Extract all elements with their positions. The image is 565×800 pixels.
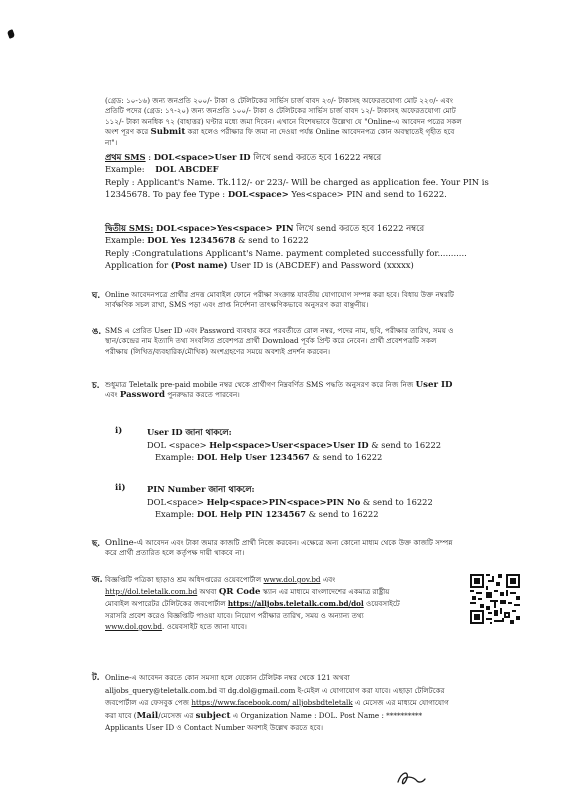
item-ja-line-3-post: ওয়েবসাইটে (366, 599, 400, 608)
item-uma-text (105, 326, 545, 357)
cmd-pre: DOL<space> (147, 496, 204, 507)
recover-pin-block (147, 483, 477, 521)
first-sms-instruction: লিখে send করতে হবে 16222 নম্বরে (253, 152, 382, 162)
margin-ink-mark (7, 29, 15, 39)
fee-line-5: না"। (105, 137, 118, 147)
line-4-pre: করা যাবে ( (105, 710, 137, 720)
second-sms-example (105, 234, 545, 246)
fee-line-4-post: করা হলেও পরীক্ষার ফি জমা না দেওয়া পর্যন্ত Online আবেদনপত্র কোন অবস্থাতেই গৃহীত হবে (187, 127, 455, 137)
item-ja-line-2-mid: অথবা (199, 586, 217, 596)
fee-line-4-pre: অংশ পূরণ করে (105, 127, 149, 137)
dol-website-link-2[interactable]: www.dol.gov.bd (105, 622, 163, 631)
second-sms-line (105, 222, 545, 234)
example-value: DOL Yes 12345678 (147, 235, 236, 246)
recover-userid-title: User ID জানা থাকলে: (147, 427, 232, 437)
item-ta-line-3-pre: জবপোর্টাল এর ফেসবুক পেজ (105, 698, 190, 707)
first-sms-label: প্রথম SMS (105, 152, 146, 162)
first-sms-line: প্রথম SMS : DOL<space>User ID লিখে send করতে হবে 16222 নম্বরে (105, 152, 382, 162)
second-sms-command: DOL<space>Yes<space> PIN (156, 223, 294, 233)
item-ta-line-2 (105, 685, 545, 698)
example-label: Example: (105, 164, 145, 175)
example-post: & send to 16222 (308, 509, 379, 519)
subject-word: subject (195, 710, 231, 721)
recover-pin-command (147, 496, 477, 509)
cmd-pre: DOL <space> (147, 439, 207, 450)
recover-pin-title: PIN Number জানা থাকলে: (147, 484, 255, 494)
item-cha-line-2 (105, 390, 545, 400)
item-cha-line-2-pre: এবং (105, 390, 118, 400)
item-ta-line-4 (105, 710, 545, 723)
item-ja-line-5-post: . ওয়েবসাইট হতে জানা যাবে। (162, 622, 247, 631)
item-ja-line-2 (105, 586, 465, 599)
contact-emails[interactable]: alljobs_query@teletalk.com.bd বা dg.dol@gmail.com (105, 685, 296, 695)
second-sms-label: দ্বিতীয় SMS: (105, 223, 154, 233)
first-sms-reply-2 (105, 188, 545, 200)
item-gha-text (105, 290, 545, 311)
mail-word: Mail (136, 710, 159, 721)
item-marker-cha: চ. (92, 381, 100, 391)
reply-2-post: Yes<space> PIN and send to 16222. (291, 188, 447, 199)
item-uma-line-1: SMS এ প্রেরিত User ID এবং Password ব্যবহার করে পরবর্তীতে রোল নম্বর, পদের নাম, ছবি, পরীক্ষার তারিখ, সময় ও (105, 326, 454, 335)
first-sms-reply-1: Reply : Applicant's Name. Tk.112/- or 223/- Will be charged as application fee. Your PIN is (105, 176, 489, 187)
fee-paragraph (105, 96, 545, 148)
item-uma-line-3: পরীক্ষায় (লিখিত/ব্যবহারিক/মৌখিক) অংশগ্রহণের সময়ে অবশ্যই প্রদর্শন করবেন। (105, 346, 331, 356)
qr-code-icon[interactable] (470, 574, 520, 624)
item-chha-line-1-text: আবেদন এবং টাকা জমার কাজটি প্রার্থী নিজে করবেন। এক্ষেত্রে অন্য কোনো মাধ্যম থেকে উক্ত কাজটি সম্পন্ন (145, 538, 453, 547)
item-ja-line-2-post: স্ক্যান এর মাধ্যমে বাংলাদেশের একমাত্র রাষ্ট্রীয় (262, 586, 390, 596)
first-sms-command: DOL<space>User ID (153, 152, 251, 162)
first-sms-example (105, 163, 545, 175)
fee-line-1: (গ্রেড: ১০-১৬) জন্য জনপ্রতি ২০০/- টাকা ও টেলিটকের সার্ভিস চার্জ বাবদ ২৩/- টাকাসহ অফেরতযোগ্য মোট ২২৩/- এবং (105, 96, 453, 105)
item-marker-gha: ঘ. (92, 291, 101, 301)
example-label: Example: (155, 452, 195, 462)
example-post: & send to 16222 (312, 452, 383, 462)
second-sms-reply-2 (105, 259, 545, 271)
item-cha-text (105, 380, 545, 401)
reply-2-command: DOL<space> (227, 188, 289, 199)
item-cha-line-2-post: পুনরুদ্ধার করতে পারবেন। (167, 390, 240, 400)
alljobs-link[interactable]: https://alljobs.teletalk.com.bd/dol (227, 599, 364, 608)
second-sms-instruction: লিখে send করতে হবে 16222 নম্বরে (296, 223, 425, 233)
recover-userid-command (147, 439, 477, 452)
second-sms-reply-1: Reply :Congratulations Applicant's Name. payment completed successfully for........... (105, 247, 467, 258)
item-ja-line-5 (105, 621, 465, 633)
fee-line-3: ১১২/- টাকা অনধিক ৭২ (বাহাত্তর) ঘণ্টার মধ্যে জমা দিবেন। এখানে বিশেষভাবে উল্লেখ্য যে "Online-এ আবেদন পত্রের সকল (105, 116, 462, 126)
password-word: Password (119, 390, 166, 401)
example-value: DOL Help User 1234567 (196, 452, 310, 462)
item-ja-line-1 (105, 574, 465, 586)
cmd-post: & send to 16222 (371, 439, 442, 450)
example-label: Example: (155, 509, 195, 519)
item-marker-ja: জ. (92, 575, 103, 585)
reply-2-end: User ID is (ABCDEF) and Password (xxxxx) (230, 259, 414, 270)
item-ta-text (105, 672, 545, 735)
sub-marker-ii: ii) (115, 483, 126, 493)
item-chha-line-1 (105, 538, 545, 548)
item-gha-line-1: Online আবেদনপত্রে প্রার্থীর প্রদত্ত মোবাইল ফোনে পরীক্ষা সংক্রান্ত যাবতীয় যোগাযোগ সম্পন্ন করা হবে। বিধায় উক্ত নম্বরটি (105, 290, 454, 299)
reply-2-pre: Application for (105, 259, 169, 270)
cmd-bold: Help<space>PIN<space>PIN No (206, 496, 361, 507)
facebook-link[interactable]: https://www.facebook.com/ alljobsbdteletalk (191, 698, 353, 707)
recover-userid-block (147, 426, 477, 464)
item-chha-line-2: করে প্রার্থী প্রতারিত হলে কর্তৃপক্ষ দায়ী থাকবে না। (105, 548, 245, 558)
cmd-bold: Help<space>User<space>User ID (209, 439, 369, 450)
qr-code-word: QR Code (218, 586, 261, 597)
item-ta-line-2-post: ই-মেইল এ যোগাযোগ করা যাবে। এছাড়া টেলিটকের (297, 685, 445, 695)
first-sms-section (105, 151, 545, 200)
item-cha-line-1 (105, 380, 545, 390)
fee-line-4 (105, 127, 545, 137)
post-name: (Post name) (170, 259, 228, 270)
item-ja-line-4: সরাসরি প্রবেশ করেও বিজ্ঞপ্তিটি পাওয়া যাবে। নিয়োগ পরীক্ষার তারিখ, সময় ও অন্যান্য তথ্য (105, 610, 364, 620)
item-ja-line-1-text: বিজ্ঞপ্তিটি পত্রিকা ছাড়াও শ্রম অধিদপ্তরের ওয়েবপোর্টাল (105, 575, 262, 584)
reply-2-pre: 12345678. To pay fee Type : (105, 188, 226, 199)
cmd-post: & send to 16222 (362, 496, 433, 507)
item-gha-line-2: সার্বক্ষণিক সচল রাখা, SMS পড়া এবং প্রাপ্ত নির্দেশনা তাৎক্ষণিকভাবে অনুসরণ করা বাঞ্ছনীয়। (105, 300, 369, 310)
fee-line-2: প্রতিটি পদের (গ্রেড: ১৭-২০) জন্য জনপ্রতি ১০০/- টাকা ও টেলিটকের সার্ভিস চার্জ বাবদ ১২/- টাকাসহ অফেরতযোগ্য মোট (105, 106, 456, 116)
online-word: Online-এ (105, 538, 144, 548)
user-id-word: User ID (415, 380, 453, 390)
item-uma-line-2: স্থান/কেন্দ্রের নাম ইত্যাদি তথ্য সংবলিত প্রবেশপত্র প্রার্থী Download পূর্বক প্রিন্ট করে নেবেন। প্রার্থী প্রবেশপত্রটি সকল (105, 336, 437, 346)
sub-marker-i: i) (115, 426, 123, 436)
example-label: Example: (105, 235, 145, 246)
submit-word: Submit (150, 127, 186, 138)
item-marker-chha: ছ. (92, 539, 101, 549)
line-4-mid: /মেসেজ এর (158, 710, 194, 720)
dol-website-link[interactable]: www.dol.gov.bd (263, 575, 321, 584)
item-ta-line-1: Online-এ আবেদন করতে কোন সমস্যা হলে যেকোন টেলিটক নম্বর থেকে 121 অথবা (105, 673, 350, 682)
second-sms-section (105, 222, 545, 271)
example-post: & send to 16222 (238, 235, 309, 246)
item-ta-line-3-post: এ মেসেজ এর মাধ্যমে যোগাযোগ (354, 698, 449, 707)
item-ta-line-5: Applicants User ID ও Contact Number অবশ্যই উল্লেখ করতে হবে। (105, 723, 324, 732)
item-ta-line-3 (105, 697, 545, 710)
recover-userid-example (147, 451, 477, 464)
signature-mark (395, 768, 427, 790)
item-cha-line-1-text: শুধুমাত্র Teletalk pre-paid mobile নম্বর থেকে প্রার্থীগণ নিম্নবর্ণিত SMS পদ্ধতি অনুসরণ করে নিজ নিজ (105, 380, 414, 389)
teletalk-dol-link[interactable]: http://dol.teletalk.com.bd (105, 586, 198, 596)
item-marker-uma: ঙ. (92, 327, 102, 337)
item-marker-ta: ট. (92, 673, 100, 683)
example-value: DOL ABCDEF (155, 164, 219, 175)
item-ja-text (105, 574, 465, 633)
item-ja-line-3 (105, 598, 465, 610)
line-4-post: এ Organization Name : DOL. Post Name : ********** (232, 710, 423, 720)
recover-pin-example (147, 508, 477, 521)
item-ja-line-1-post: এবং (322, 575, 336, 584)
item-ja-line-3-pre: মোবাইল অপারেটর টেলিটকের জবপোর্টাল (105, 599, 226, 608)
example-value: DOL Help PIN 1234567 (196, 509, 306, 519)
item-chha-text (105, 538, 545, 559)
